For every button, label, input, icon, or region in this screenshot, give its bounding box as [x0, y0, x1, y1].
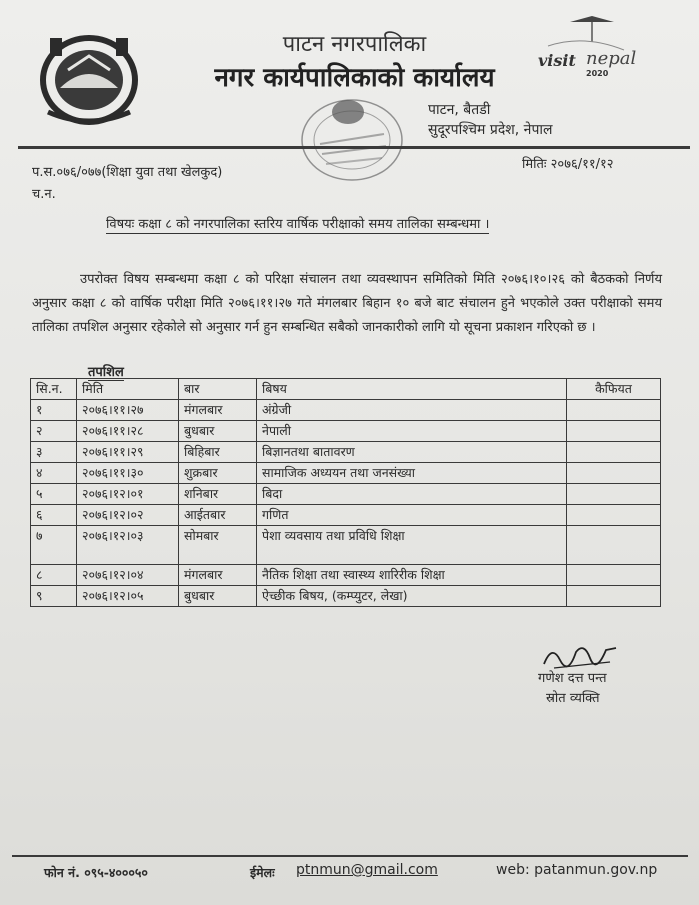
table-row [31, 442, 661, 463]
table-row [31, 484, 661, 505]
cell-subject: बिदा [257, 484, 567, 505]
cell-serial: ६ [31, 505, 77, 526]
table-row [31, 526, 661, 565]
table-header-row [31, 379, 661, 400]
cell-day: मंगलबार [179, 565, 257, 586]
cell-remarks [567, 421, 661, 442]
cell-remarks [567, 526, 661, 565]
cell-day: आईतबार [179, 505, 257, 526]
cell-subject: अंग्रेजी [257, 400, 567, 421]
table-row [31, 400, 661, 421]
svg-text:nepal: nepal [586, 48, 637, 69]
signatory-name: गणेश दत्त पन्त [538, 671, 607, 686]
table-row [31, 565, 661, 586]
municipality-name: पाटन नगरपालिका [282, 32, 427, 57]
cell-date: २०७६।१२।०५ [77, 586, 179, 607]
footer-email-link[interactable]: ptnmun@gmail.com [296, 862, 438, 878]
address-line-1: पाटन, बैतडी [428, 102, 491, 118]
cell-date: २०७६।१२।०२ [77, 505, 179, 526]
cell-subject: सामाजिक अध्ययन तथा जनसंख्या [257, 463, 567, 484]
cell-day: शुक्रबार [179, 463, 257, 484]
footer-divider [12, 855, 688, 857]
exam-schedule-table [30, 378, 661, 607]
cell-date: २०७६।१२।०३ [77, 526, 179, 565]
cell-serial: ९ [31, 586, 77, 607]
reference-number: प.स.०७६/०७७(शिक्षा युवा तथा खेलकुद) [32, 165, 223, 180]
cell-day: बुधबार [179, 586, 257, 607]
cell-day: मंगलबार [179, 400, 257, 421]
cell-date: २०७६।१२।०१ [77, 484, 179, 505]
cell-remarks [567, 463, 661, 484]
table-row [31, 505, 661, 526]
col-header-subject: बिषय [257, 379, 567, 400]
cell-remarks [567, 400, 661, 421]
cell-subject: ऐच्छीक बिषय, (कम्प्युटर, लेखा) [257, 586, 567, 607]
cell-remarks [567, 505, 661, 526]
col-header-serial: सि.न. [31, 379, 77, 400]
cell-remarks [567, 565, 661, 586]
svg-text:2020: 2020 [586, 69, 609, 78]
cell-date: २०७६।११।२९ [77, 442, 179, 463]
office-stamp [296, 94, 418, 190]
table-row [31, 463, 661, 484]
handwritten-signature [540, 638, 620, 672]
header-divider [18, 146, 690, 149]
cell-day: बुधबार [179, 421, 257, 442]
cell-serial: ५ [31, 484, 77, 505]
cell-date: २०७६।११।२८ [77, 421, 179, 442]
cell-day: बिहिबार [179, 442, 257, 463]
col-header-day: बार [179, 379, 257, 400]
subject-line: विषयः कक्षा ८ को नगरपालिका स्तरिय वार्षिक परीक्षाको समय तालिका सम्बन्धमा । [106, 214, 489, 234]
cell-subject: पेशा व्यवसाय तथा प्रविधि शिक्षा [257, 526, 567, 565]
svg-text:visit: visit [538, 51, 576, 70]
details-heading: तपशिल [88, 362, 124, 381]
cell-serial: ८ [31, 565, 77, 586]
cell-serial: ७ [31, 526, 77, 565]
cell-serial: २ [31, 421, 77, 442]
col-header-remarks: कैफियत [567, 379, 661, 400]
cell-subject: गणित [257, 505, 567, 526]
cell-date: २०७६।११।२७ [77, 400, 179, 421]
table-row [31, 586, 661, 607]
cell-remarks [567, 586, 661, 607]
cell-serial: १ [31, 400, 77, 421]
letter-date: मितिः २०७६/११/१२ [522, 157, 614, 172]
cell-remarks [567, 442, 661, 463]
cell-day: शनिबार [179, 484, 257, 505]
office-name: नगर कार्यपालिकाको कार्यालय [214, 63, 495, 93]
signatory-role: स्रोत व्यक्ति [546, 691, 600, 706]
table-row [31, 421, 661, 442]
cell-date: २०७६।१२।०४ [77, 565, 179, 586]
cell-serial: ३ [31, 442, 77, 463]
col-header-date: मिति [77, 379, 179, 400]
cell-subject: बिज्ञानतथा बातावरण [257, 442, 567, 463]
dispatch-number: च.न. [32, 187, 56, 202]
footer-phone: फोन नं. ०९५-४०००५० [44, 865, 148, 880]
footer-email-label: ईमेलः [250, 865, 275, 880]
address-line-2: सुदूरपश्चिम प्रदेश, नेपाल [428, 122, 553, 138]
cell-subject: नेपाली [257, 421, 567, 442]
cell-remarks [567, 484, 661, 505]
cell-day: सोमबार [179, 526, 257, 565]
cell-subject: नैतिक शिक्षा तथा स्वास्थ्य शारिरीक शिक्षा [257, 565, 567, 586]
cell-serial: ४ [31, 463, 77, 484]
body-paragraph: उपरोक्त विषय सम्बन्धमा कक्षा ८ को परिक्षा संचालन तथा व्यवस्थापन समितिको मिति २०७६।१०।२६ को बैठकको निर्णय अनुसार कक्षा ८ को वार्षिक परीक्षा मिति २०७६।११।२७ गते मंगलबार बिहान १० बजे बाट संचालन हुने भएकोले उक्त परीक्षाको समय तालिका तपशिल अनुसार रहेकोले सो अनुसार गर्न हुन सम्बन्धित सबैको जानकारीको लागि यो सूचना प्रकाशन गरिएको छ । [32, 272, 662, 335]
cell-date: २०७६।११।३० [77, 463, 179, 484]
footer-website[interactable]: web: patanmun.gov.np [496, 862, 658, 878]
